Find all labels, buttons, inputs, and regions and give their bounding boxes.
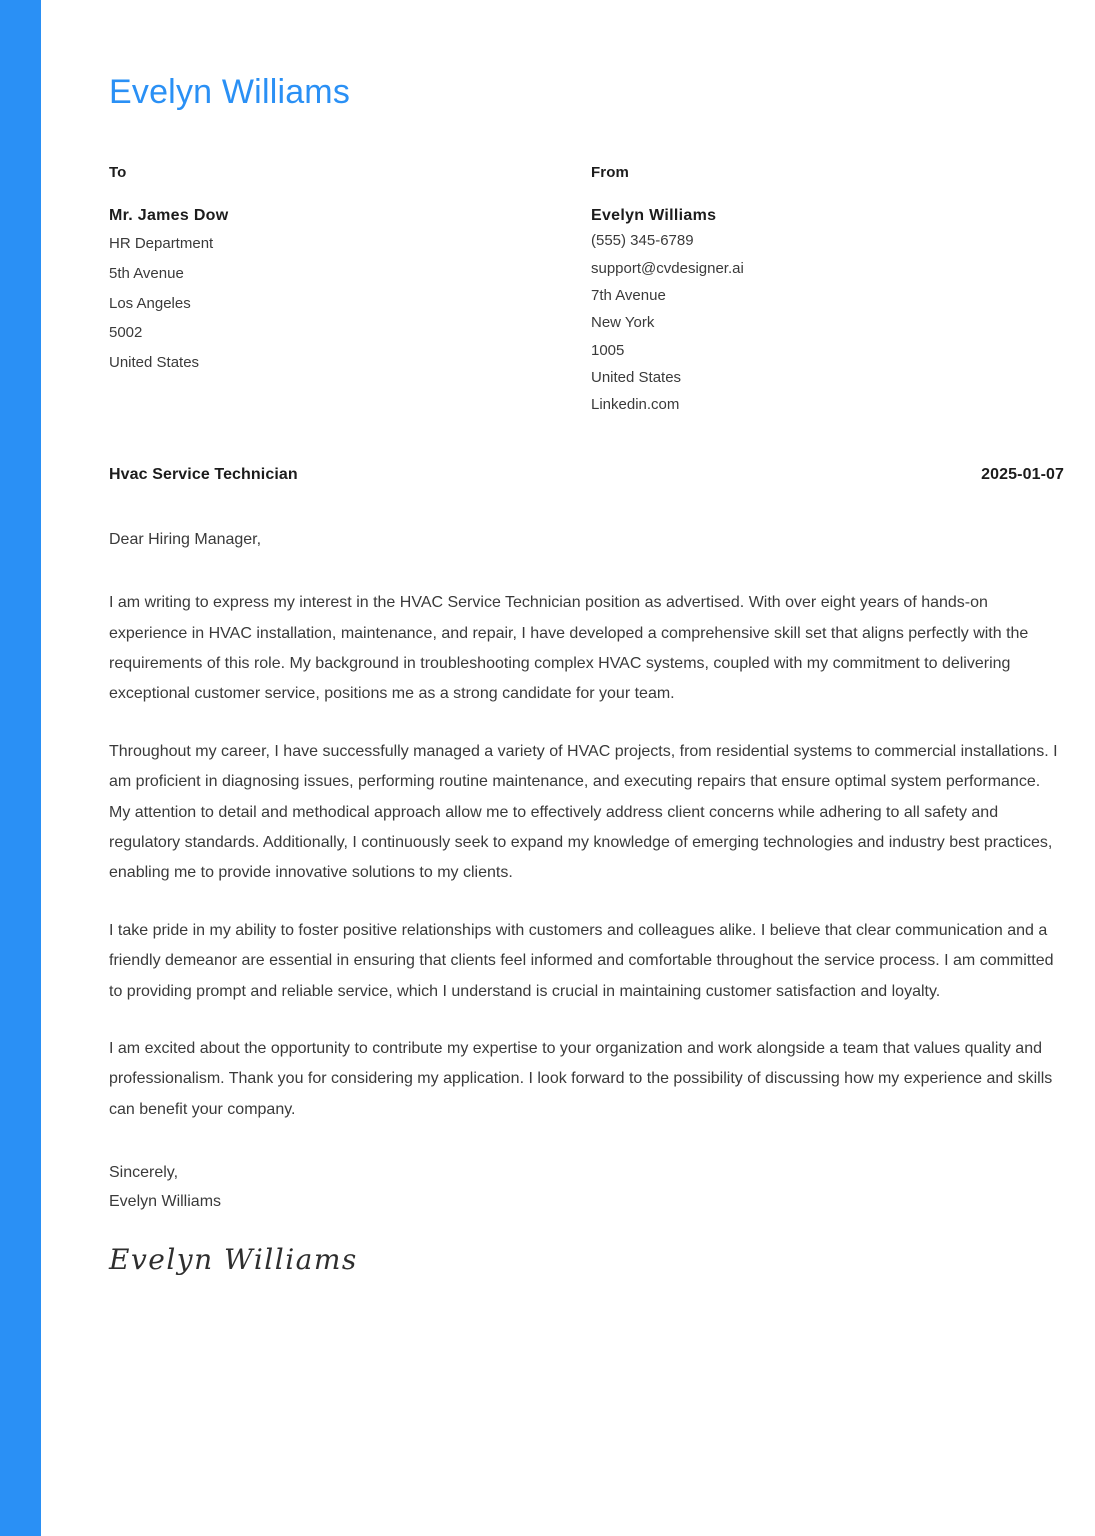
sender-name: Evelyn Williams (591, 207, 717, 225)
letter-paragraph: I am excited about the opportunity to contribute my expertise to your organization and work alongside a team that values quality and professionalism. Thank you for considering my application. I look forward to the possibility of discussing how my experience and skills can benefit your company. (109, 1039, 1053, 1118)
sender-block (587, 164, 1065, 418)
sender-line: 1005 (591, 341, 625, 359)
sender-email: support@cvdesigner.ai (591, 259, 744, 277)
sender-website: Linkedin.com (591, 396, 680, 414)
sender-label: From (591, 164, 629, 182)
recipient-line: Los Angeles (109, 294, 191, 312)
recipient-block (109, 164, 587, 418)
recipient-line: United States (109, 354, 200, 372)
letter-paragraph: I am writing to express my interest in the HVAC Service Technician position as advertised. With over eight years of hands-on experience in HVAC installation, maintenance, and repair, I have developed a comprehensive skill set that aligns perfectly with the requirements of this role. My background in troubleshooting complex HVAC systems, coupled with my commitment to delivering exceptional customer service, positions me as a strong candidate for your team. (109, 594, 1029, 703)
subject-row (109, 466, 1065, 484)
closing-word: Sincerely, (109, 1164, 179, 1182)
recipient-line: 5th Avenue (109, 265, 184, 283)
recipient-line: 5002 (109, 324, 143, 342)
recipient-label: To (109, 164, 127, 182)
accent-bar (0, 0, 41, 1536)
closing-block (109, 1158, 1065, 1216)
letter-date: 2025-01-07 (981, 466, 1064, 484)
letter-paragraph: I take pride in my ability to foster positive relationships with customers and colleagues alike. I believe that clear communication and a friendly demeanor are essential in ensuring that clients feel informed and comfortable throughout the service process. I am committed to providing prompt and reliable service, which I understand is crucial in maintaining customer satisfaction and loyalty. (109, 921, 1054, 1000)
salutation: Dear Hiring Manager, (109, 531, 262, 549)
recipient-line: HR Department (109, 235, 214, 253)
job-title: Hvac Service Technician (109, 466, 298, 484)
sender-phone: (555) 345-6789 (591, 232, 694, 250)
page-title: Evelyn Williams (109, 73, 351, 111)
closing-name: Evelyn Williams (109, 1193, 222, 1211)
sender-line: United States (591, 368, 682, 386)
signature: Evelyn Williams (109, 1243, 358, 1277)
cover-letter-page (41, 0, 1095, 1536)
sender-line: 7th Avenue (591, 286, 666, 304)
sender-line: New York (591, 314, 655, 332)
letter-body (109, 528, 1065, 1125)
letter-paragraph: Throughout my career, I have successfully managed a variety of HVAC projects, from residential systems to commercial installations. I am proficient in diagnosing issues, performing routine maintenance, and executing repairs that ensure optimal system performance. My attention to detail and methodical approach allow me to effectively address client concerns while adhering to all safety and regulatory standards. Additionally, I continuously seek to expand my knowledge of emerging technologies and industry best practices, enabling me to provide innovative solutions to my clients. (109, 742, 1058, 882)
address-block (109, 164, 1065, 418)
recipient-name: Mr. James Dow (109, 207, 229, 225)
